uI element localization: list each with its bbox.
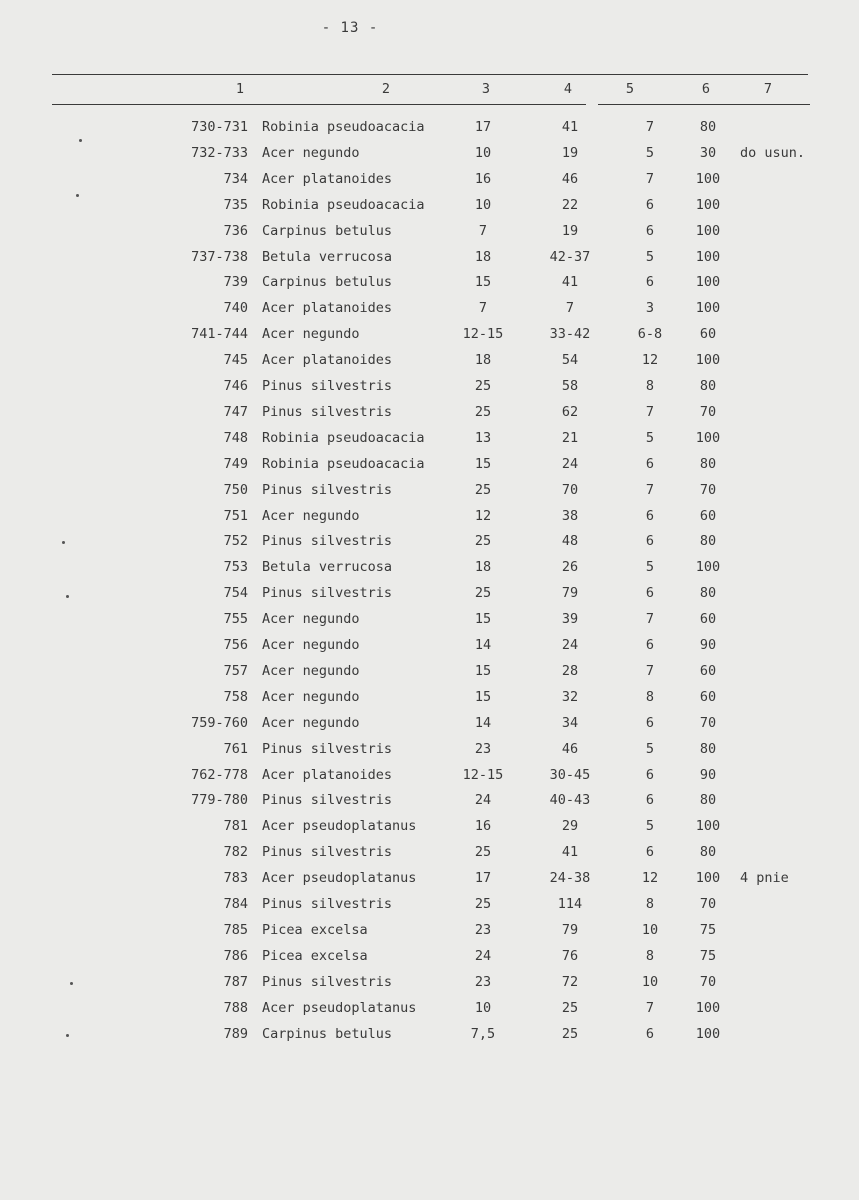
row-number: 757 xyxy=(223,663,248,679)
value-col-3: 18 xyxy=(474,352,492,368)
value-col-4: 24-38 xyxy=(549,870,591,886)
value-col-5: 7 xyxy=(645,119,655,135)
value-col-6: 70 xyxy=(699,404,717,420)
value-col-6: 100 xyxy=(695,559,721,575)
species-name: Pinus silvestris xyxy=(262,585,393,601)
value-col-6: 80 xyxy=(699,533,717,549)
value-col-6: 70 xyxy=(699,896,717,912)
value-col-6: 80 xyxy=(699,741,717,757)
page-number: - 13 - xyxy=(321,20,379,36)
value-col-5: 7 xyxy=(645,1000,655,1016)
value-col-4: 54 xyxy=(561,352,579,368)
row-number: 748 xyxy=(223,430,248,446)
value-col-3: 24 xyxy=(474,948,492,964)
value-col-5: 10 xyxy=(641,922,659,938)
row-number: 730-731 xyxy=(191,119,248,135)
value-col-4: 26 xyxy=(561,559,579,575)
value-col-6: 100 xyxy=(695,223,721,239)
value-col-6: 30 xyxy=(699,145,717,161)
species-name: Acer platanoides xyxy=(262,352,393,368)
value-col-4: 79 xyxy=(561,922,579,938)
row-number: 785 xyxy=(223,922,248,938)
value-col-3: 12-15 xyxy=(462,767,504,783)
value-col-4: 40-43 xyxy=(549,792,591,808)
value-col-3: 25 xyxy=(474,896,492,912)
row-number: 755 xyxy=(223,611,248,627)
value-col-6: 100 xyxy=(695,818,721,834)
value-col-6: 60 xyxy=(699,326,717,342)
value-col-5: 8 xyxy=(645,948,655,964)
value-col-4: 62 xyxy=(561,404,579,420)
value-col-3: 18 xyxy=(474,559,492,575)
scan-speck xyxy=(62,541,65,544)
value-col-3: 17 xyxy=(474,870,492,886)
species-name: Acer pseudoplatanus xyxy=(262,1000,417,1016)
value-col-3: 7,5 xyxy=(470,1026,496,1042)
species-name: Acer negundo xyxy=(262,715,360,731)
value-col-3: 16 xyxy=(474,818,492,834)
value-col-6: 100 xyxy=(695,352,721,368)
value-col-3: 13 xyxy=(474,430,492,446)
value-col-5: 7 xyxy=(645,171,655,187)
value-col-5: 6 xyxy=(645,715,655,731)
column-header-7: 7 xyxy=(763,81,773,97)
row-number: 751 xyxy=(223,508,248,524)
species-name: Acer negundo xyxy=(262,145,360,161)
value-col-4: 22 xyxy=(561,197,579,213)
table-header-rule-right xyxy=(598,104,810,105)
row-number: 787 xyxy=(223,974,248,990)
value-col-4: 41 xyxy=(561,274,579,290)
value-col-4: 33-42 xyxy=(549,326,591,342)
row-number: 741-744 xyxy=(191,326,248,342)
value-col-4: 19 xyxy=(561,223,579,239)
value-col-4: 79 xyxy=(561,585,579,601)
value-col-5: 12 xyxy=(641,870,659,886)
species-name: Acer negundo xyxy=(262,611,360,627)
species-name: Acer platanoides xyxy=(262,300,393,316)
scan-speck xyxy=(76,194,79,197)
value-col-4: 41 xyxy=(561,844,579,860)
row-number: 788 xyxy=(223,1000,248,1016)
value-col-3: 16 xyxy=(474,171,492,187)
row-number: 784 xyxy=(223,896,248,912)
scan-speck xyxy=(70,982,73,985)
species-name: Betula verrucosa xyxy=(262,559,393,575)
value-col-5: 6 xyxy=(645,585,655,601)
value-col-4: 39 xyxy=(561,611,579,627)
row-number: 756 xyxy=(223,637,248,653)
species-name: Robinia pseudoacacia xyxy=(262,119,425,135)
column-header-5: 5 xyxy=(625,81,635,97)
value-col-6: 60 xyxy=(699,663,717,679)
value-col-4: 29 xyxy=(561,818,579,834)
value-col-5: 6 xyxy=(645,508,655,524)
value-col-5: 6 xyxy=(645,637,655,653)
row-number: 759-760 xyxy=(191,715,248,731)
value-col-6: 60 xyxy=(699,689,717,705)
value-col-3: 23 xyxy=(474,741,492,757)
value-col-5: 6 xyxy=(645,767,655,783)
value-col-3: 14 xyxy=(474,637,492,653)
value-col-5: 6 xyxy=(645,197,655,213)
value-col-3: 10 xyxy=(474,145,492,161)
species-name: Robinia pseudoacacia xyxy=(262,430,425,446)
value-col-4: 25 xyxy=(561,1000,579,1016)
species-name: Acer pseudoplatanus xyxy=(262,818,417,834)
value-col-4: 46 xyxy=(561,741,579,757)
value-col-5: 7 xyxy=(645,482,655,498)
species-name: Pinus silvestris xyxy=(262,974,393,990)
species-name: Carpinus betulus xyxy=(262,1026,393,1042)
column-header-4: 4 xyxy=(563,81,573,97)
value-col-3: 12 xyxy=(474,508,492,524)
species-name: Pinus silvestris xyxy=(262,482,393,498)
species-name: Acer pseudoplatanus xyxy=(262,870,417,886)
value-col-3: 25 xyxy=(474,585,492,601)
value-col-6: 100 xyxy=(695,274,721,290)
value-col-4: 28 xyxy=(561,663,579,679)
table-top-rule xyxy=(52,74,808,75)
row-number: 761 xyxy=(223,741,248,757)
value-col-4: 7 xyxy=(565,300,575,316)
species-name: Acer platanoides xyxy=(262,767,393,783)
value-col-3: 25 xyxy=(474,482,492,498)
value-col-4: 24 xyxy=(561,456,579,472)
scan-speck xyxy=(66,1034,69,1037)
value-col-4: 42-37 xyxy=(549,249,591,265)
value-col-4: 24 xyxy=(561,637,579,653)
column-header-2: 2 xyxy=(381,81,391,97)
species-name: Picea excelsa xyxy=(262,948,368,964)
species-name: Pinus silvestris xyxy=(262,741,393,757)
value-col-3: 25 xyxy=(474,533,492,549)
value-col-6: 60 xyxy=(699,611,717,627)
row-number: 786 xyxy=(223,948,248,964)
column-header-1: 1 xyxy=(235,81,245,97)
value-col-4: 19 xyxy=(561,145,579,161)
value-col-5: 5 xyxy=(645,145,655,161)
value-col-5: 5 xyxy=(645,559,655,575)
value-col-5: 8 xyxy=(645,378,655,394)
value-col-6: 80 xyxy=(699,585,717,601)
row-number: 740 xyxy=(223,300,248,316)
value-col-6: 100 xyxy=(695,197,721,213)
row-number: 737-738 xyxy=(191,249,248,265)
value-col-3: 25 xyxy=(474,844,492,860)
value-col-5: 12 xyxy=(641,352,659,368)
species-name: Pinus silvestris xyxy=(262,404,393,420)
value-col-3: 15 xyxy=(474,611,492,627)
value-col-6: 100 xyxy=(695,300,721,316)
value-col-4: 32 xyxy=(561,689,579,705)
value-col-6: 70 xyxy=(699,715,717,731)
species-name: Pinus silvestris xyxy=(262,844,393,860)
row-number: 749 xyxy=(223,456,248,472)
value-col-5: 5 xyxy=(645,741,655,757)
remarks-col-7: 4 pnie xyxy=(740,870,789,886)
row-number: 783 xyxy=(223,870,248,886)
species-name: Acer negundo xyxy=(262,326,360,342)
value-col-6: 90 xyxy=(699,767,717,783)
value-col-6: 75 xyxy=(699,948,717,964)
value-col-3: 17 xyxy=(474,119,492,135)
value-col-6: 75 xyxy=(699,922,717,938)
value-col-5: 7 xyxy=(645,663,655,679)
value-col-5: 5 xyxy=(645,818,655,834)
species-name: Pinus silvestris xyxy=(262,378,393,394)
species-name: Betula verrucosa xyxy=(262,249,393,265)
value-col-4: 114 xyxy=(557,896,583,912)
row-number: 762-778 xyxy=(191,767,248,783)
row-number: 789 xyxy=(223,1026,248,1042)
row-number: 739 xyxy=(223,274,248,290)
row-number: 758 xyxy=(223,689,248,705)
row-number: 750 xyxy=(223,482,248,498)
species-name: Pinus silvestris xyxy=(262,533,393,549)
species-name: Carpinus betulus xyxy=(262,274,393,290)
value-col-6: 70 xyxy=(699,482,717,498)
value-col-6: 80 xyxy=(699,378,717,394)
row-number: 779-780 xyxy=(191,792,248,808)
value-col-5: 6 xyxy=(645,1026,655,1042)
value-col-3: 14 xyxy=(474,715,492,731)
remarks-col-7: do usun. xyxy=(740,145,806,161)
column-header-6: 6 xyxy=(701,81,711,97)
value-col-4: 21 xyxy=(561,430,579,446)
value-col-4: 38 xyxy=(561,508,579,524)
value-col-5: 8 xyxy=(645,689,655,705)
value-col-6: 80 xyxy=(699,456,717,472)
row-number: 754 xyxy=(223,585,248,601)
value-col-5: 6 xyxy=(645,456,655,472)
value-col-5: 6 xyxy=(645,223,655,239)
row-number: 734 xyxy=(223,171,248,187)
species-name: Picea excelsa xyxy=(262,922,368,938)
value-col-3: 10 xyxy=(474,197,492,213)
value-col-4: 30-45 xyxy=(549,767,591,783)
value-col-3: 7 xyxy=(478,223,488,239)
row-number: 732-733 xyxy=(191,145,248,161)
value-col-4: 58 xyxy=(561,378,579,394)
value-col-5: 5 xyxy=(645,430,655,446)
value-col-3: 18 xyxy=(474,249,492,265)
scan-speck xyxy=(66,595,69,598)
value-col-4: 46 xyxy=(561,171,579,187)
value-col-5: 6 xyxy=(645,792,655,808)
species-name: Acer negundo xyxy=(262,689,360,705)
value-col-4: 72 xyxy=(561,974,579,990)
value-col-5: 7 xyxy=(645,611,655,627)
species-name: Acer negundo xyxy=(262,637,360,653)
value-col-3: 25 xyxy=(474,404,492,420)
column-header-3: 3 xyxy=(481,81,491,97)
value-col-4: 48 xyxy=(561,533,579,549)
value-col-6: 70 xyxy=(699,974,717,990)
value-col-3: 15 xyxy=(474,689,492,705)
value-col-6: 90 xyxy=(699,637,717,653)
value-col-6: 80 xyxy=(699,119,717,135)
value-col-6: 100 xyxy=(695,430,721,446)
value-col-5: 10 xyxy=(641,974,659,990)
row-number: 747 xyxy=(223,404,248,420)
value-col-4: 34 xyxy=(561,715,579,731)
value-col-4: 25 xyxy=(561,1026,579,1042)
value-col-3: 23 xyxy=(474,922,492,938)
value-col-3: 24 xyxy=(474,792,492,808)
row-number: 782 xyxy=(223,844,248,860)
row-number: 746 xyxy=(223,378,248,394)
value-col-3: 15 xyxy=(474,274,492,290)
value-col-3: 10 xyxy=(474,1000,492,1016)
value-col-6: 80 xyxy=(699,792,717,808)
value-col-6: 100 xyxy=(695,1026,721,1042)
value-col-3: 25 xyxy=(474,378,492,394)
row-number: 745 xyxy=(223,352,248,368)
species-name: Pinus silvestris xyxy=(262,896,393,912)
row-number: 736 xyxy=(223,223,248,239)
species-name: Acer platanoides xyxy=(262,171,393,187)
value-col-4: 41 xyxy=(561,119,579,135)
scan-speck xyxy=(79,139,82,142)
value-col-6: 100 xyxy=(695,249,721,265)
value-col-6: 60 xyxy=(699,508,717,524)
value-col-5: 5 xyxy=(645,249,655,265)
row-number: 781 xyxy=(223,818,248,834)
value-col-5: 7 xyxy=(645,404,655,420)
value-col-3: 7 xyxy=(478,300,488,316)
species-name: Acer negundo xyxy=(262,508,360,524)
value-col-5: 8 xyxy=(645,896,655,912)
row-number: 753 xyxy=(223,559,248,575)
value-col-3: 23 xyxy=(474,974,492,990)
value-col-5: 6 xyxy=(645,533,655,549)
value-col-6: 100 xyxy=(695,870,721,886)
value-col-3: 15 xyxy=(474,663,492,679)
value-col-4: 76 xyxy=(561,948,579,964)
row-number: 735 xyxy=(223,197,248,213)
species-name: Acer negundo xyxy=(262,663,360,679)
species-name: Robinia pseudoacacia xyxy=(262,197,425,213)
value-col-6: 80 xyxy=(699,844,717,860)
value-col-3: 15 xyxy=(474,456,492,472)
species-name: Pinus silvestris xyxy=(262,792,393,808)
species-name: Robinia pseudoacacia xyxy=(262,456,425,472)
value-col-6: 100 xyxy=(695,171,721,187)
value-col-5: 6-8 xyxy=(637,326,663,342)
value-col-5: 6 xyxy=(645,274,655,290)
value-col-6: 100 xyxy=(695,1000,721,1016)
value-col-3: 12-15 xyxy=(462,326,504,342)
table-header-rule xyxy=(52,104,586,105)
species-name: Carpinus betulus xyxy=(262,223,393,239)
value-col-5: 3 xyxy=(645,300,655,316)
row-number: 752 xyxy=(223,533,248,549)
value-col-5: 6 xyxy=(645,844,655,860)
value-col-4: 70 xyxy=(561,482,579,498)
